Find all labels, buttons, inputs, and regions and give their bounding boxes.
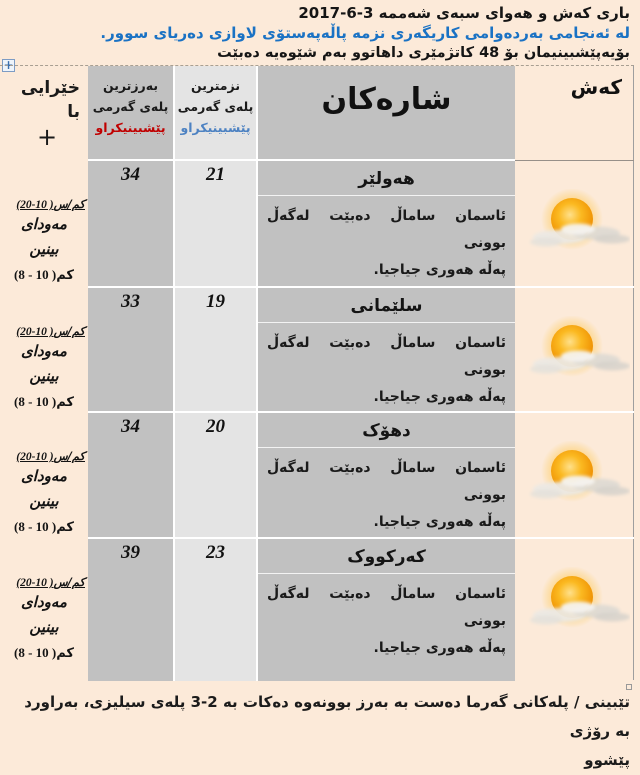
visibility-label-2: بینین bbox=[29, 367, 59, 385]
report-forecast-intro: بۆیەپێشبینیمان بۆ 48 کاتژمێری داهاتوو بەم شێوەیە دەبێت bbox=[217, 45, 630, 61]
high-temp-value: 33 bbox=[88, 288, 173, 413]
visibility-range-value: (8 - 10 ) bbox=[13, 645, 57, 660]
wind-speed-unit: کم/س bbox=[53, 575, 85, 589]
wind-speed bbox=[0, 197, 88, 212]
report-subtitle: لە ئەنجامی بەردەوامی کاریگەری نزمە پاڵەپەستۆی لاوازی دەریای سوور. bbox=[100, 24, 630, 42]
low-temp-value: 23 bbox=[173, 539, 258, 681]
weather-description bbox=[258, 196, 515, 284]
wind-header-line1: خێرایی bbox=[20, 78, 80, 98]
high-temp-value: 39 bbox=[88, 539, 173, 681]
weather-description bbox=[258, 323, 515, 411]
low-temp-value: 19 bbox=[173, 288, 258, 413]
city-name: کەرکووک bbox=[258, 539, 515, 574]
forecast-table bbox=[0, 65, 634, 680]
cities-column-header: شارەکان bbox=[258, 66, 515, 161]
weather-column-header: کەش bbox=[515, 66, 634, 161]
weather-icon-cell bbox=[515, 161, 634, 288]
footnote-line1: تێبینی / پلەکانی گەرما دەست بە بەرز بوونەوە دەکات بە 2-3 پلەی سیلیزی، بەراورد بە رۆژی bbox=[24, 693, 630, 740]
wind-speed-range: (20-10 ) bbox=[16, 451, 54, 463]
plus-sign: + bbox=[36, 123, 58, 151]
description-line1: ئاسمان ساماڵ دەبێت لەگەڵ بوونی bbox=[267, 460, 506, 503]
description-line2: پەڵە هەوری جیاجیا. bbox=[373, 262, 506, 278]
weather-icon-cell bbox=[515, 413, 634, 539]
visibility-range bbox=[0, 394, 88, 410]
wind-speed-unit: کم/س bbox=[53, 324, 85, 338]
high-temp-column-header bbox=[88, 66, 173, 161]
sun-clouds-icon bbox=[520, 189, 630, 251]
wind-speed bbox=[0, 449, 88, 464]
visibility-range-value: (8 - 10 ) bbox=[13, 267, 57, 282]
description-line1: ئاسمان ساماڵ دەبێت لەگەڵ بوونی bbox=[267, 586, 506, 629]
city-name: هەولێر bbox=[258, 161, 515, 196]
description-line2: پەڵە هەوری جیاجیا. bbox=[373, 514, 506, 530]
low-header-line2: پلەی گەرمی bbox=[177, 99, 254, 114]
sun-clouds-icon bbox=[520, 441, 630, 503]
weather-description bbox=[258, 448, 515, 536]
description-line2: پەڵە هەوری جیاجیا. bbox=[373, 640, 506, 656]
wind-header-line2: با bbox=[67, 102, 80, 122]
high-temp-value: 34 bbox=[88, 413, 173, 539]
visibility-range bbox=[0, 267, 88, 283]
wind-speed-unit: کم/س bbox=[53, 449, 85, 463]
city-name: سلێمانی bbox=[258, 288, 515, 323]
visibility-range-unit: کم bbox=[56, 395, 74, 410]
wind-cell bbox=[0, 413, 88, 539]
wind-speed-range: (20-10 ) bbox=[16, 577, 54, 589]
visibility-label-1: مەودای bbox=[21, 215, 67, 233]
wind-speed bbox=[0, 324, 88, 339]
table-resize-handle[interactable] bbox=[626, 684, 632, 690]
visibility-label-1: مەودای bbox=[21, 593, 67, 611]
low-header-line1: نزمترین bbox=[190, 78, 241, 93]
wind-speed-unit: کم/س bbox=[53, 197, 85, 211]
high-header-line2: پلەی گەرمی bbox=[92, 99, 169, 114]
city-cell bbox=[258, 161, 515, 288]
visibility-label-2: بینین bbox=[29, 618, 59, 636]
description-line1: ئاسمان ساماڵ دەبێت لەگەڵ بوونی bbox=[267, 335, 506, 378]
city-name: دهۆک bbox=[258, 413, 515, 448]
high-header-line1: بەرزترین bbox=[102, 78, 159, 93]
city-cell bbox=[258, 539, 515, 681]
visibility-range bbox=[0, 645, 88, 661]
wind-speed-range: (20-10 ) bbox=[16, 199, 54, 211]
wind-cell bbox=[0, 161, 88, 288]
city-cell bbox=[258, 288, 515, 413]
weather-icon-cell bbox=[515, 288, 634, 413]
low-temp-value: 21 bbox=[173, 161, 258, 288]
low-temp-value: 20 bbox=[173, 413, 258, 539]
visibility-range-unit: کم bbox=[56, 520, 74, 535]
table-move-handle-icon[interactable]: + bbox=[3, 58, 14, 72]
sun-clouds-icon bbox=[520, 567, 630, 629]
wind-cell bbox=[0, 288, 88, 413]
report-date: 2017-6-3 bbox=[298, 4, 374, 22]
visibility-range-unit: کم bbox=[56, 646, 74, 661]
visibility-label-1: مەودای bbox=[21, 467, 67, 485]
wind-column-header bbox=[0, 66, 88, 161]
visibility-range-value: (8 - 10 ) bbox=[13, 519, 57, 534]
high-temp-value: 34 bbox=[88, 161, 173, 288]
visibility-range bbox=[0, 519, 88, 535]
city-cell bbox=[258, 413, 515, 539]
description-line1: ئاسمان ساماڵ دەبێت لەگەڵ بوونی bbox=[267, 208, 506, 251]
visibility-range-value: (8 - 10 ) bbox=[13, 394, 57, 409]
wind-speed-range: (20-10 ) bbox=[16, 326, 54, 338]
visibility-label-1: مەودای bbox=[21, 342, 67, 360]
visibility-range-unit: کم bbox=[56, 268, 74, 283]
visibility-label-2: بینین bbox=[29, 492, 59, 510]
report-title-text: باری کەش و هەوای سبەی شەممە bbox=[373, 4, 630, 22]
wind-cell bbox=[0, 539, 88, 681]
weather-icon-cell bbox=[515, 539, 634, 681]
low-header-forecast-label: پێشبینیکراو bbox=[180, 120, 251, 135]
visibility-label-2: بینین bbox=[29, 240, 59, 258]
report-header bbox=[10, 3, 630, 63]
sun-clouds-icon bbox=[520, 316, 630, 378]
weather-description bbox=[258, 574, 515, 662]
high-header-forecast-label: پێشبینیکراو bbox=[95, 120, 166, 135]
wind-speed bbox=[0, 575, 88, 590]
description-line2: پەڵە هەوری جیاجیا. bbox=[373, 389, 506, 405]
footnote-line2: پێشوو bbox=[584, 751, 630, 769]
footnote bbox=[10, 688, 630, 775]
report-title bbox=[10, 3, 630, 23]
low-temp-column-header bbox=[173, 66, 258, 161]
